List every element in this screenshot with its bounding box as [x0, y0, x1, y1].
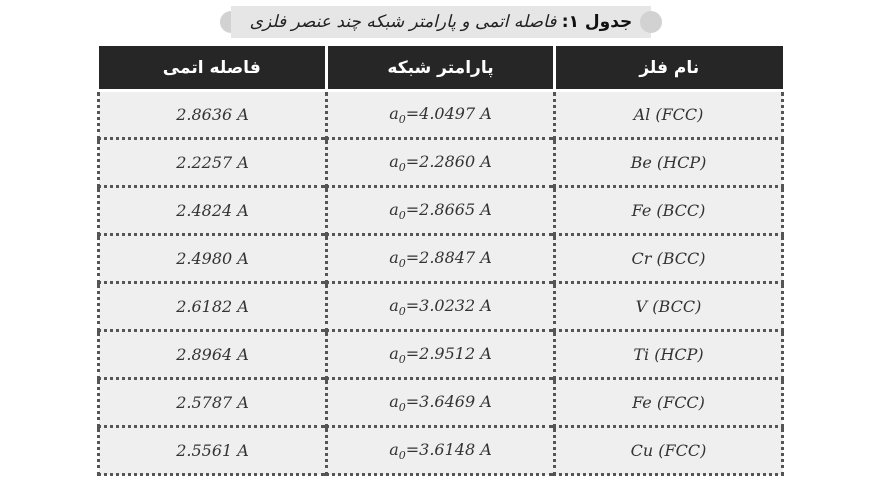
metal-name-cell: Be (HCP) — [555, 139, 783, 187]
param-symbol: a — [389, 391, 399, 411]
param-value: =2.9512 A — [405, 343, 492, 363]
atomic-distance-cell: 2.6182 A — [99, 283, 327, 331]
param-symbol: a — [389, 295, 399, 315]
table-row — [99, 427, 783, 475]
param-value: =3.6469 A — [405, 391, 492, 411]
table-row — [99, 331, 783, 379]
param-subscript: 0 — [398, 112, 406, 126]
param-symbol: a — [389, 439, 399, 459]
param-subscript: 0 — [398, 208, 406, 222]
atomic-distance-cell: 2.4980 A — [99, 235, 327, 283]
metal-name-cell: Cr (BCC) — [555, 235, 783, 283]
metal-name-cell: Fe (BCC) — [555, 187, 783, 235]
param-value: =3.0232 A — [405, 295, 492, 315]
metal-name-cell: Fe (FCC) — [555, 379, 783, 427]
param-value: =4.0497 A — [405, 103, 492, 123]
table-row — [99, 187, 783, 235]
metal-name-cell: V (BCC) — [555, 283, 783, 331]
header-row — [99, 46, 783, 91]
param-value: =3.6148 A — [405, 439, 492, 459]
param-subscript: 0 — [398, 304, 406, 318]
table-row — [99, 283, 783, 331]
caption-body: فاصله اتمی و پارامتر شبکه چند عنصر فلزی — [249, 12, 557, 32]
lattice-parameter-cell — [327, 187, 555, 235]
param-symbol: a — [389, 199, 399, 219]
header-atomic-distance: فاصله اتمی — [99, 46, 327, 91]
atomic-distance-cell: 2.8636 A — [99, 91, 327, 139]
lattice-parameter-cell — [327, 139, 555, 187]
param-symbol: a — [389, 343, 399, 363]
metal-name-cell: Cu (FCC) — [555, 427, 783, 475]
metal-name-cell: Ti (HCP) — [555, 331, 783, 379]
header-metal-name: نام فلز — [555, 46, 783, 91]
atomic-distance-cell: 2.2257 A — [99, 139, 327, 187]
table-body — [99, 91, 783, 475]
table-row — [99, 235, 783, 283]
lattice-parameter-cell — [327, 331, 555, 379]
caption-right-dot — [640, 11, 662, 33]
table-header — [99, 46, 783, 91]
lattice-parameter-cell — [327, 235, 555, 283]
param-value: =2.8665 A — [405, 199, 492, 219]
lattice-parameter-cell — [327, 379, 555, 427]
atomic-distance-cell: 2.8964 A — [99, 331, 327, 379]
table-caption — [220, 6, 662, 38]
param-subscript: 0 — [398, 160, 406, 174]
param-subscript: 0 — [398, 400, 406, 414]
caption-label: جدول ۱: — [561, 12, 633, 32]
param-symbol: a — [389, 247, 399, 267]
param-symbol: a — [389, 151, 399, 171]
param-value: =2.8847 A — [405, 247, 492, 267]
header-lattice-parameter: پارامتر شبکه — [327, 46, 555, 91]
table-row — [99, 379, 783, 427]
table-row — [99, 91, 783, 139]
metal-lattice-table — [97, 46, 784, 476]
param-subscript: 0 — [398, 256, 406, 270]
atomic-distance-cell: 2.5787 A — [99, 379, 327, 427]
param-value: =2.2860 A — [405, 151, 492, 171]
param-subscript: 0 — [398, 448, 406, 462]
lattice-parameter-cell — [327, 427, 555, 475]
metal-name-cell: Al (FCC) — [555, 91, 783, 139]
lattice-parameter-cell — [327, 283, 555, 331]
param-symbol: a — [389, 103, 399, 123]
caption-text — [244, 6, 638, 38]
atomic-distance-cell: 2.4824 A — [99, 187, 327, 235]
param-subscript: 0 — [398, 352, 406, 366]
lattice-parameter-cell — [327, 91, 555, 139]
atomic-distance-cell: 2.5561 A — [99, 427, 327, 475]
table-row — [99, 139, 783, 187]
